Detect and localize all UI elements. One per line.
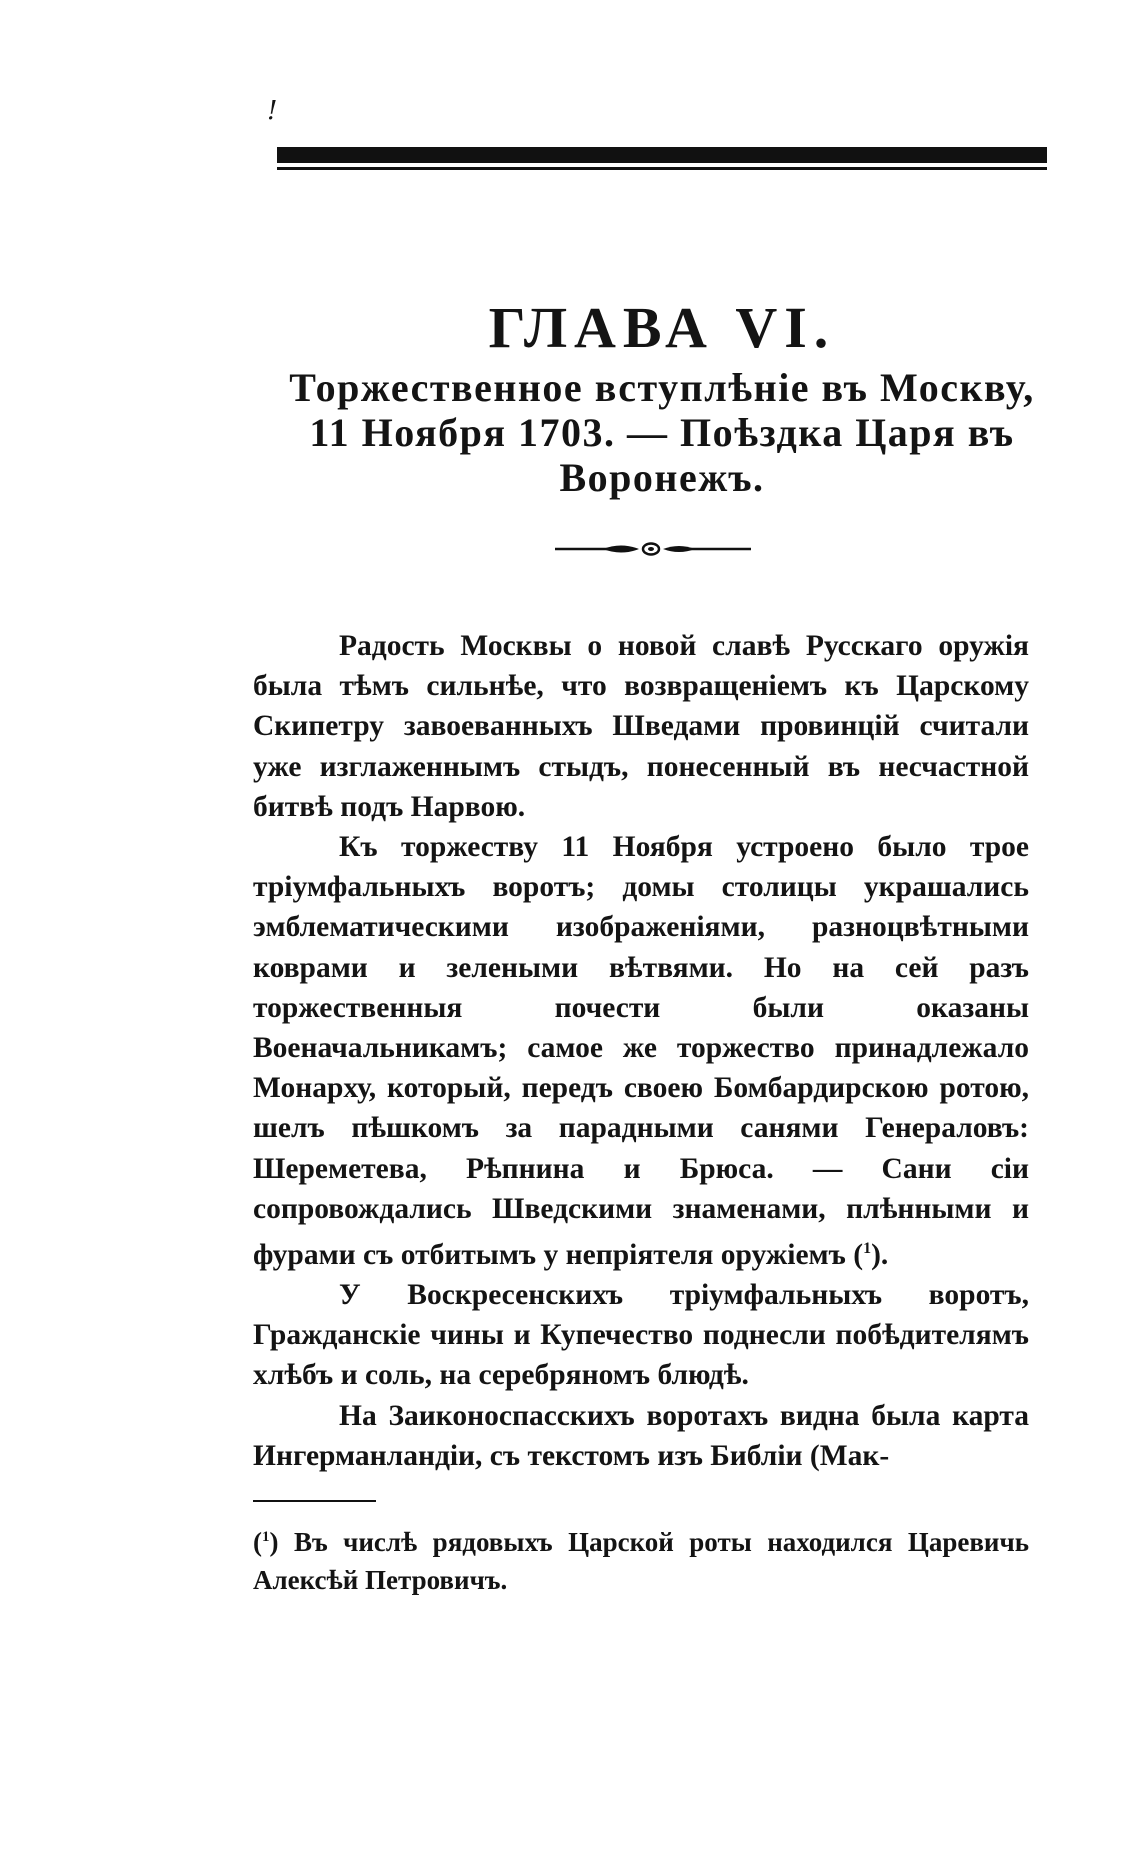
chapter-subtitle: Торжественное вступлѣніе въ Москву, 11 Ноября 1703. — Поѣздка Царя въ Воронежъ. [289,365,1035,500]
ornament-center-dot [648,547,654,551]
stray-ink-mark: ! [267,96,278,126]
footnote-rule [253,1500,376,1502]
footnote-text: Въ числѣ рядовыхъ Царской роты находился Царевичь Алексѣй Петровичъ. [253,1527,1029,1595]
paragraph-2 [253,827,1029,1275]
paragraph-2-text: Къ торжеству 11 Ноября устроено было трое тріумфальныхъ воротъ; домы столицы украшались эмблематическими изображеніями, разноцвѣтными коврами и зелеными вѣтвями. Но на сей разъ торжественныя почести были оказаны Военачальникамъ; самое же торжество принадлежало Монарху, который, передъ своею Бомбардирскою ротою, шелъ пѣшкомъ за парадными санями Генераловъ: Шереметева, Рѣпнина и Брюса. — Сани сіи сопровождались Шведскими знаменами, плѣнными и фурами съ отбитымъ у непріятеля оружіемъ [253,831,1029,1271]
paragraph-1: Радость Москвы о новой славѣ Русскаго оружія была тѣмъ сильнѣе, что возвращеніемъ къ Царскому Скипетру завоеванныхъ Шведами провинцій считали уже изглаженнымъ стыдъ, понесенный въ несчастной битвѣ подъ Нарвою. [253,630,1029,823]
paragraph-3: У Воскресенскихъ тріумфальныхъ воротъ, Гражданскіе чины и Купечество поднесли побѣдителямъ хлѣбъ и соль, на серебряномъ блюдѣ. [253,1279,1029,1392]
footnote-reference-number: 1 [863,1240,872,1258]
header-rule-thin [277,167,1047,170]
footnote-number-value: 1 [262,1529,270,1545]
ornament-left-leaf [603,546,639,553]
chapter-title: ГЛАВА VI. [488,295,836,360]
header-rule-thick [277,147,1047,163]
ornament-divider [555,541,751,557]
paragraph-4: На Заиконоспасскихъ воротахъ видна была карта Ингерманландіи, съ текстомъ изъ Библіи (Мак- [253,1399,1029,1472]
footnote [253,1518,1029,1599]
footnote-number: ($^1$) [253,1527,279,1557]
body-text [253,626,1029,1476]
footnote-reference: ($^1$). [853,1238,889,1271]
